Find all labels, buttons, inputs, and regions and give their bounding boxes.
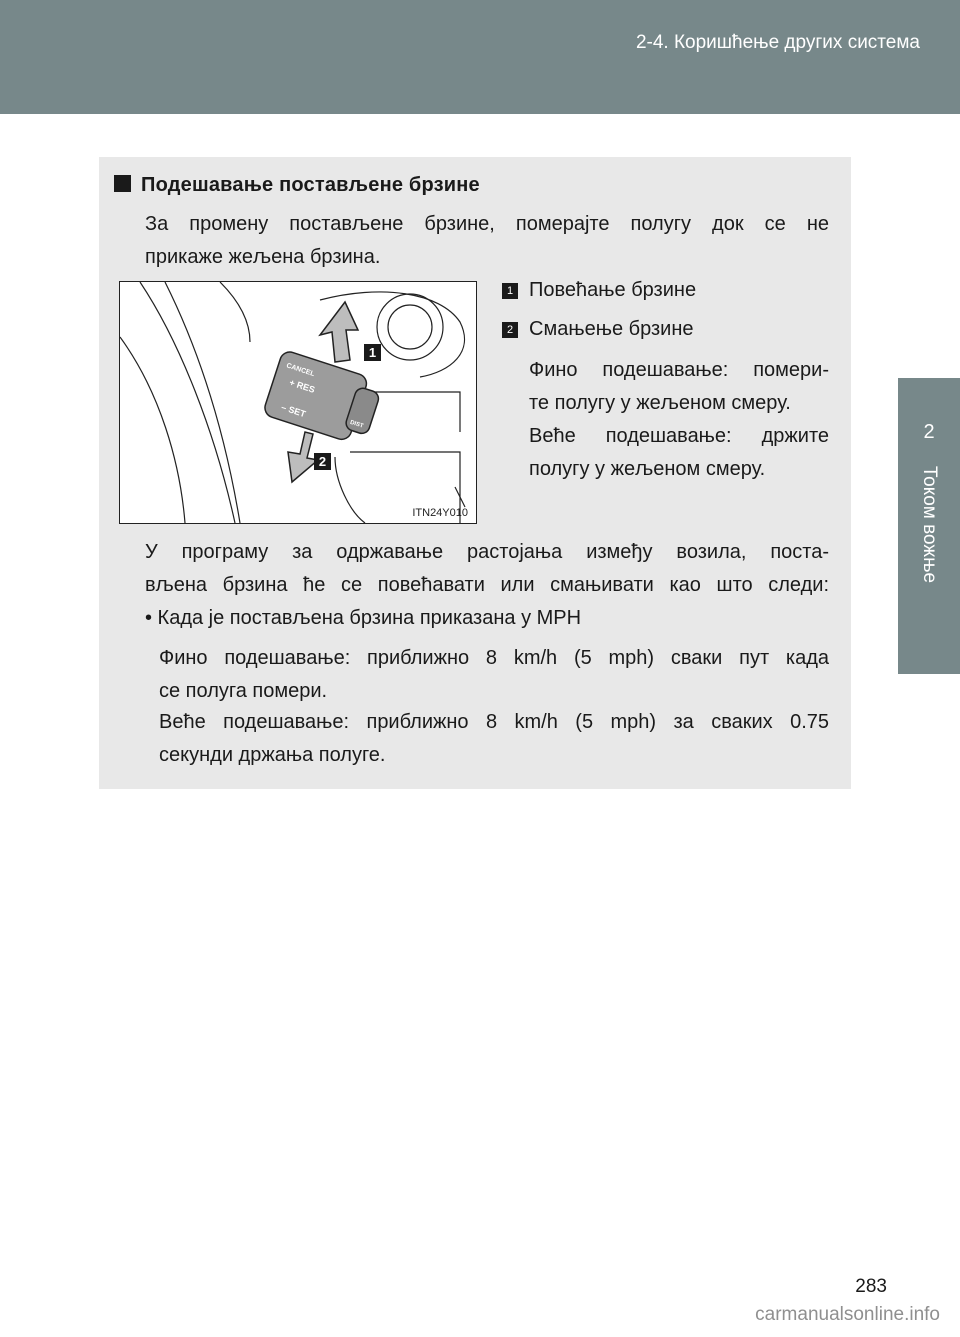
distance-line-1: У програму за одржавање растојања између возила, поста- [145,541,829,563]
figure-code: ITN24Y010 [412,507,468,519]
fine-adjust-note [529,354,829,420]
watermark: carmanualsonline.info [755,1304,940,1325]
mph-coarse-line-1: Веће подешавање: приближно 8 km/h (5 mph) за сваких 0.75 [159,711,829,733]
fine-line-1: Фино подешавање: помери- [529,359,829,381]
section-title-text: Подешавање постављене брзине [141,174,480,196]
pillar-line-2 [165,282,240,523]
item-1-badge: 1 [502,283,518,299]
arrow-up-icon [320,302,358,362]
gauge-inner [388,305,432,349]
coarse-line-1: Веће подешавање: држите [529,425,829,447]
gauge-ring [377,294,443,360]
lever-illustration [119,281,477,524]
callout-2-text: 2 [318,454,327,469]
mph-fine-paragraph [159,642,829,708]
item-1-text: Повећање брзине [529,279,697,301]
section-title [114,174,480,197]
coarse-adjust-note [529,420,829,486]
mph-fine-line-1: Фино подешавање: приближно 8 km/h (5 mph) сваки пут када [159,647,829,669]
pillar-line-1 [140,282,235,523]
distance-line-2: вљена брзина ће се повећавати или смањивати као што следи: [145,574,829,596]
intro-line-2: прикаже жељена брзина. [145,246,381,268]
coarse-line-2: полугу у жељеном смеру. [529,458,766,480]
lever-set-text: – SET [280,401,307,420]
square-bullet-icon [114,175,131,192]
pillar-line-3 [120,337,185,523]
intro-line-1: За промену постављене брзине, померајте полугу док се не [145,213,829,235]
chapter-number: 2 [923,421,935,443]
lever-dist-text: DIST [349,419,364,430]
mph-coarse-paragraph [159,706,829,772]
fine-line-2: те полугу у жељеном смеру. [529,392,791,414]
intro-paragraph [145,208,829,274]
chapter-tab [898,378,960,674]
panel-line-3 [335,457,365,523]
mph-bullet: • Када је постављена брзина приказана у MPH [145,607,582,629]
item-2-badge: 2 [502,322,518,338]
dash-line [220,282,250,342]
callout-1-text: 1 [368,345,377,360]
distance-mode-paragraph [145,536,829,602]
lever-drawing [120,282,476,523]
item-2-text: Смањење брзине [529,318,694,340]
lever-res-text: + RES [288,377,317,395]
section-header: 2-4. Коришћење других система [635,32,920,53]
chapter-label: Током вожње [919,466,940,584]
mph-coarse-line-2: секунди држања полуге. [159,744,386,766]
header-bar [0,0,960,114]
mph-fine-line-2: се полуга помери. [159,680,328,702]
page-number: 283 [855,1276,887,1297]
arrow-down-icon [288,432,318,482]
lever-cancel-text: CANCEL [285,362,316,379]
